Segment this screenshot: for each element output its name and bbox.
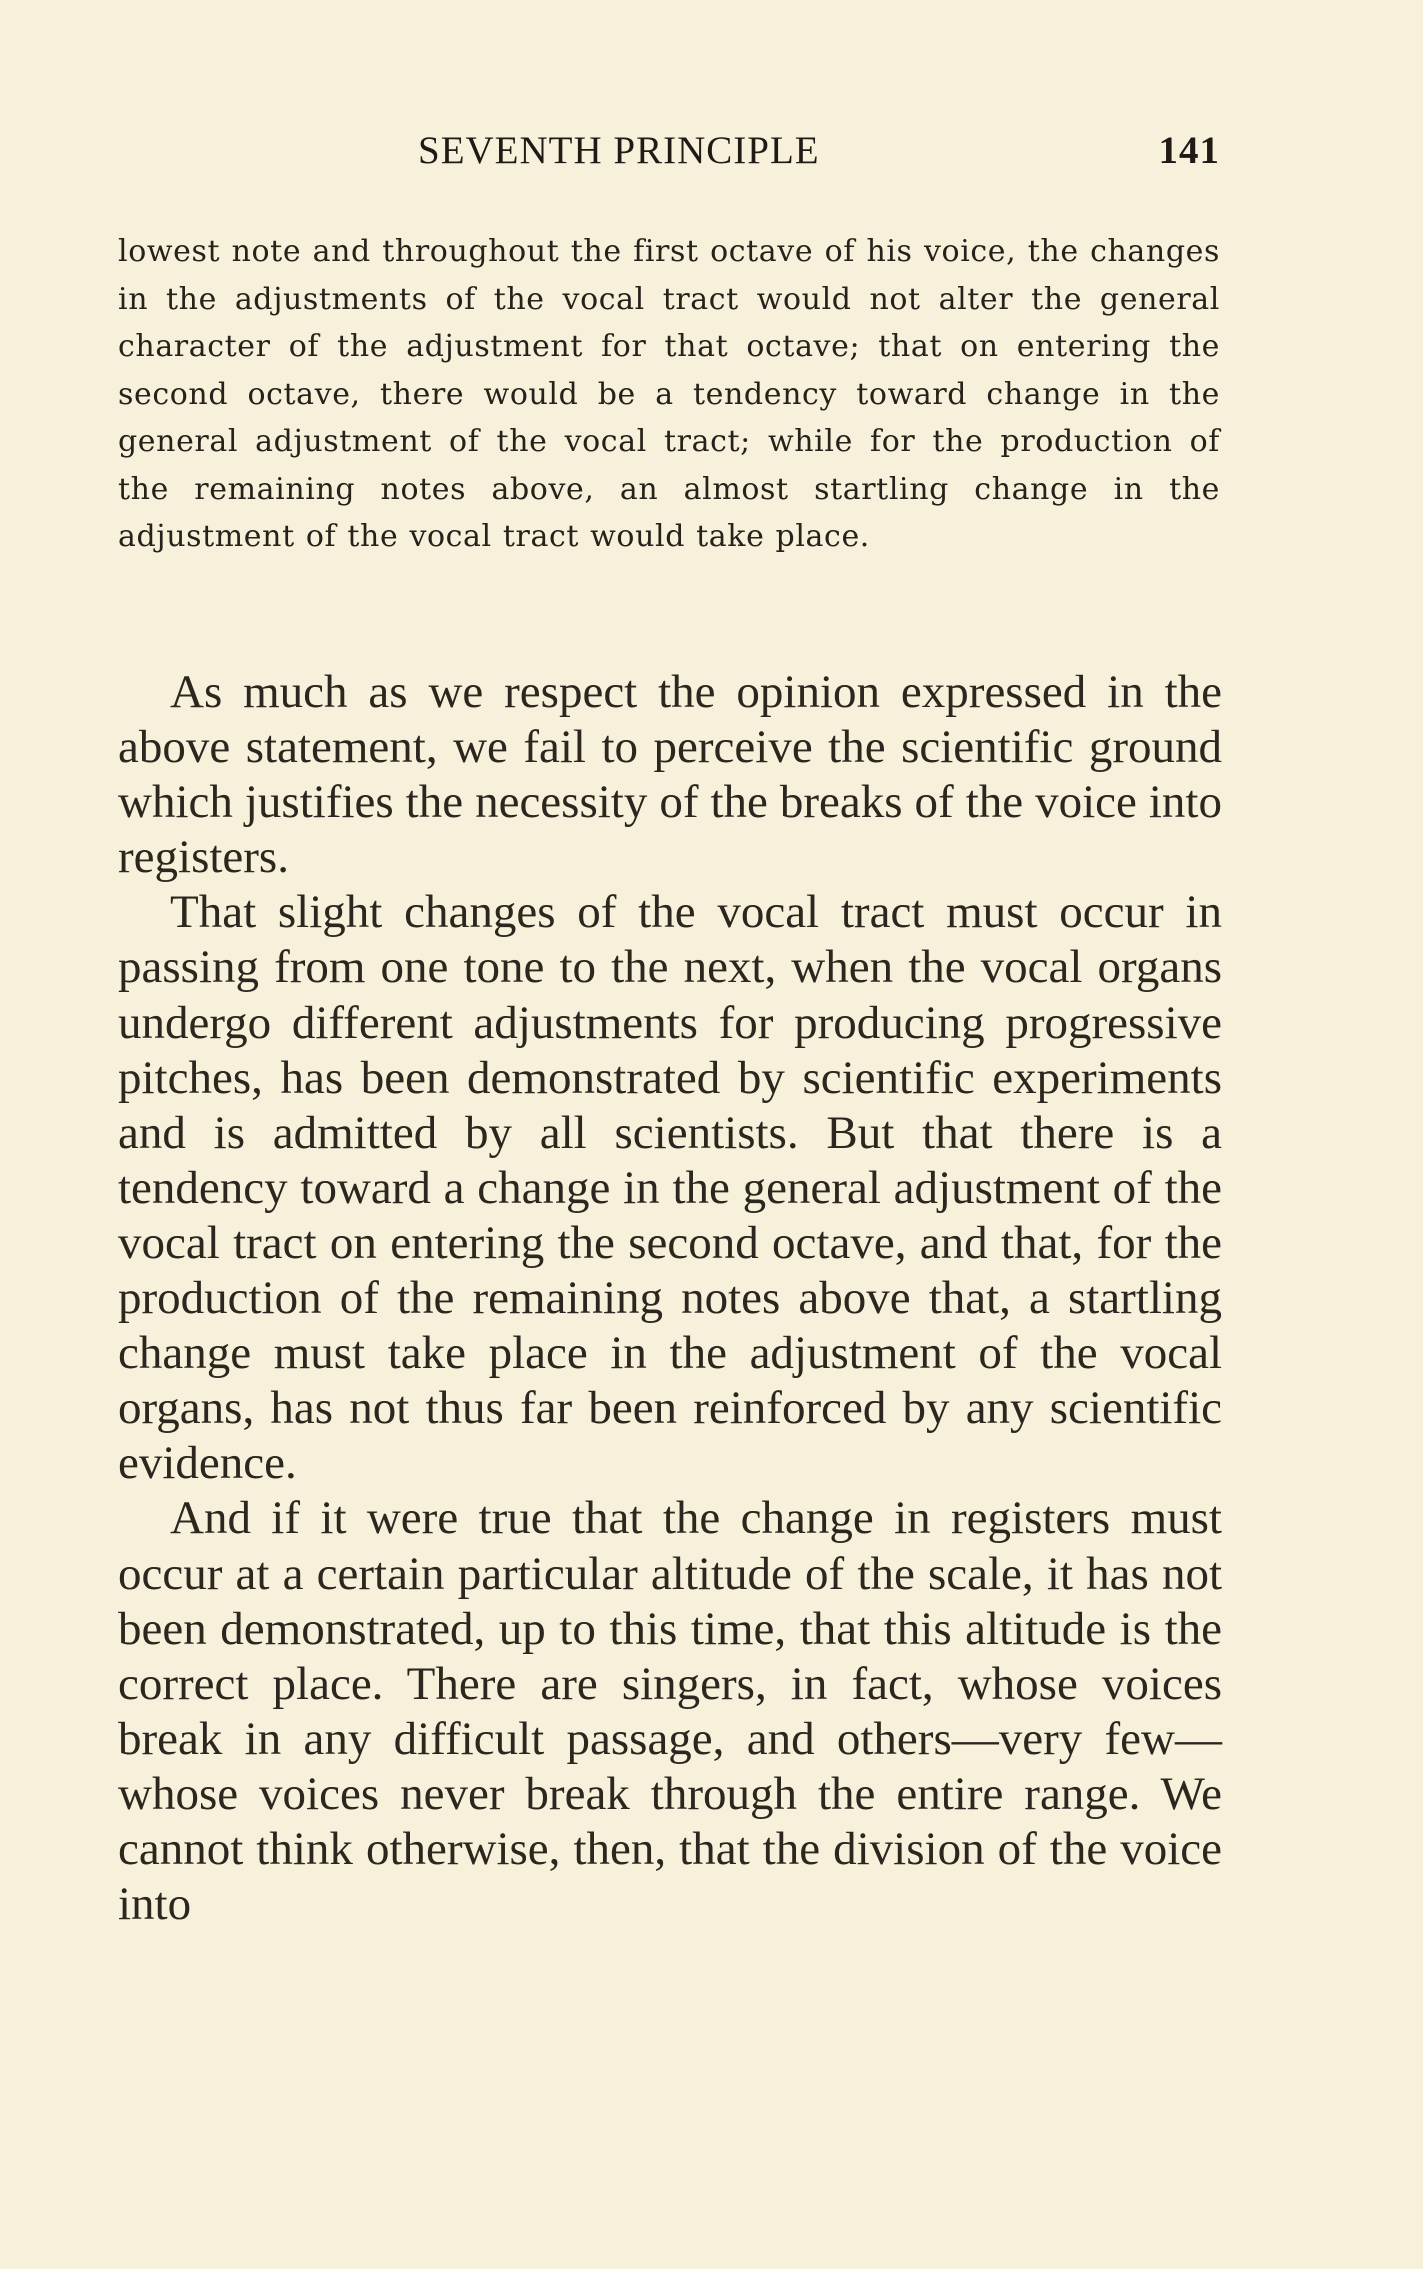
body-text xyxy=(118,665,1222,1932)
running-head xyxy=(118,128,1220,188)
quoted-paragraph: lowest note and throughout the first octave of his voice, the changes in the adjustments of the vocal tract would not alter the general character of the adjustment for that octave; that on entering the second octave, there would be a tendency toward change in the general adjustment of the vocal tract; while for the production of the remaining notes above, an almost startling change in the adjustment of the vocal tract would take place. xyxy=(118,234,1220,554)
body-paragraph-1: As much as we respect the opinion expressed in the above statement, we fail to perceive the scientific ground which justifies the necessity of the breaks of the voice into registers. xyxy=(118,666,1222,884)
quoted-passage xyxy=(118,228,1220,561)
body-paragraph-2: That slight changes of the vocal tract must occur in passing from one tone to the next, when the vocal organs undergo different adjustments for producing progressive pitches, has been demonstrated by scientific experiments and is admitted by all scientists. But that there is a tendency toward a change in the general adjustment of the vocal tract on entering the second octave, and that, for the production of the remaining notes above that, a startling change must take place in the adjustment of the vocal organs, has not thus far been reinforced by any scientific evidence. xyxy=(118,886,1222,1490)
body-paragraph-3: And if it were true that the change in registers must occur at a certain particular altitude of the scale, it has not been demonstrated, up to this time, that this altitude is the correct place. There are singers, in fact, whose voices break in any difficult passage, and others—very few—whose voices never break through the entire range. We cannot think otherwise, then, that the division of the voice into xyxy=(118,1492,1222,1931)
running-title: SEVENTH PRINCIPLE xyxy=(418,129,820,172)
page-number: 141 xyxy=(1158,129,1220,172)
